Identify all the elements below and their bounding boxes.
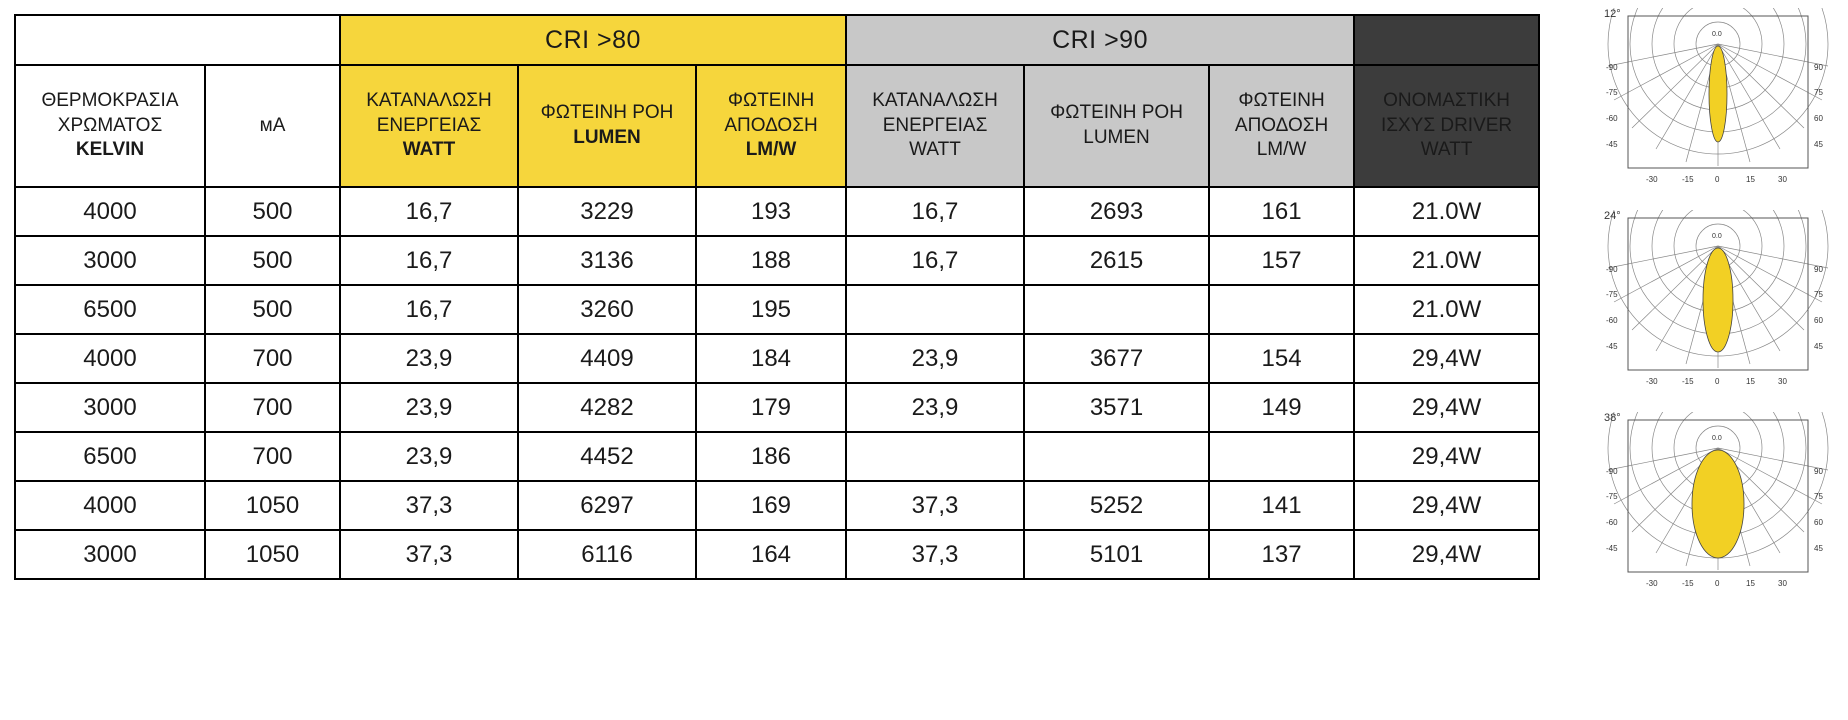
svg-text:75: 75	[1814, 492, 1823, 501]
cell-kelvin: 3000	[15, 236, 205, 285]
cell-cri90-lumen: 3571	[1024, 383, 1209, 432]
table-row	[15, 432, 1539, 481]
cell-cri90-watt: 23,9	[846, 334, 1024, 383]
column-header-cri80-lumen	[518, 65, 696, 187]
cell-cri90-watt	[846, 285, 1024, 334]
header-line: ΦΩΤΕΙΝΗ	[1238, 89, 1325, 111]
cell-cri90-watt	[846, 432, 1024, 481]
cell-cri90-lmw: 154	[1209, 334, 1354, 383]
header-line: LUMEN	[1083, 127, 1150, 148]
svg-text:60: 60	[1814, 114, 1823, 123]
beam-angle-label: 38°	[1604, 412, 1621, 424]
table-row	[15, 285, 1539, 334]
svg-text:75: 75	[1814, 290, 1823, 299]
cell-kelvin: 3000	[15, 383, 205, 432]
cell-kelvin: 4000	[15, 334, 205, 383]
cell-kelvin: 3000	[15, 530, 205, 579]
cell-cri80-lmw: 164	[696, 530, 846, 579]
polar-diagram-12deg	[1600, 8, 1836, 196]
svg-text:45: 45	[1814, 140, 1823, 149]
header-line: KELVIN	[75, 139, 145, 161]
svg-text:15: 15	[1746, 579, 1755, 588]
svg-text:-75: -75	[1606, 290, 1618, 299]
svg-text:15: 15	[1746, 377, 1755, 386]
header-line: ΦΩΤΕΙΝΗ ΡΟΗ	[1050, 102, 1183, 124]
specification-table	[14, 14, 1540, 580]
cell-cri80-lmw: 184	[696, 334, 846, 383]
svg-text:0: 0	[1715, 175, 1720, 184]
svg-text:-30: -30	[1646, 579, 1658, 588]
cell-cri80-lumen: 4452	[518, 432, 696, 481]
cell-cri90-lmw: 141	[1209, 481, 1354, 530]
center-value-label: 0.0	[1712, 31, 1722, 38]
svg-text:-75: -75	[1606, 88, 1618, 97]
cell-driver-watt: 29,4W	[1354, 530, 1539, 579]
cell-driver-watt: 29,4W	[1354, 432, 1539, 481]
table-group-header-row	[15, 15, 1539, 65]
header-line: ΙΣΧΥΣ DRIVER	[1380, 114, 1513, 136]
column-header-cri80-efficacy	[696, 65, 846, 187]
cell-cri80-watt: 16,7	[340, 285, 518, 334]
header-line: ΕΝΕΡΓΕΙΑΣ	[376, 114, 482, 136]
cell-cri90-lumen: 2693	[1024, 187, 1209, 236]
svg-text:-45: -45	[1606, 140, 1618, 149]
cell-cri80-lumen: 4409	[518, 334, 696, 383]
header-line: LUMEN	[573, 127, 641, 148]
cell-cri80-lumen: 4282	[518, 383, 696, 432]
header-line: ΧΡΩΜΑΤΟΣ	[57, 114, 163, 136]
column-header-cri80-power	[340, 65, 518, 187]
table-row	[15, 236, 1539, 285]
cell-ma: 700	[205, 383, 340, 432]
polar-diagram-24deg	[1600, 210, 1836, 398]
header-line: LM/W	[745, 139, 797, 161]
column-header-color-temperature	[15, 65, 205, 187]
cell-driver-watt: 29,4W	[1354, 383, 1539, 432]
table-row	[15, 481, 1539, 530]
polar-diagram-12deg-graphic	[1600, 8, 1836, 196]
cell-cri90-lumen: 3677	[1024, 334, 1209, 383]
svg-text:-15: -15	[1682, 377, 1694, 386]
svg-text:30: 30	[1778, 579, 1787, 588]
cell-cri80-lumen: 3260	[518, 285, 696, 334]
svg-text:-45: -45	[1606, 342, 1618, 351]
specification-table-container	[14, 14, 1538, 580]
svg-text:-90: -90	[1606, 63, 1618, 72]
cell-kelvin: 6500	[15, 432, 205, 481]
cell-cri80-watt: 37,3	[340, 481, 518, 530]
table-sub-header-row	[15, 65, 1539, 187]
cell-cri80-lmw: 188	[696, 236, 846, 285]
svg-text:90: 90	[1814, 467, 1823, 476]
header-line: ΟΝΟΜΑΣΤΙΚΗ	[1383, 89, 1510, 111]
cell-cri80-watt: 16,7	[340, 236, 518, 285]
svg-text:-30: -30	[1646, 175, 1658, 184]
photometric-diagrams-panel	[1600, 8, 1836, 614]
polar-diagram-38deg-graphic	[1600, 412, 1836, 600]
cell-driver-watt: 29,4W	[1354, 334, 1539, 383]
cell-ma: 1050	[205, 530, 340, 579]
header-line: WATT	[909, 139, 961, 161]
header-line: WATT	[1420, 139, 1473, 161]
cell-cri80-watt: 23,9	[340, 383, 518, 432]
cell-ma: 700	[205, 432, 340, 481]
header-line: ΑΠΟΔΟΣΗ	[1234, 114, 1329, 136]
cell-driver-watt: 21.0W	[1354, 236, 1539, 285]
cell-kelvin: 6500	[15, 285, 205, 334]
cell-cri90-lmw	[1209, 432, 1354, 481]
cell-cri80-lmw: 179	[696, 383, 846, 432]
cell-cri80-watt: 23,9	[340, 334, 518, 383]
header-line: ΚΑΤΑΝΑΛΩΣΗ	[366, 89, 492, 111]
header-line: LM/W	[1256, 139, 1307, 161]
cell-cri80-lmw: 186	[696, 432, 846, 481]
svg-text:-60: -60	[1606, 518, 1618, 527]
polar-diagram-24deg-graphic	[1600, 210, 1836, 398]
cell-cri90-lumen	[1024, 285, 1209, 334]
cell-cri80-lmw: 195	[696, 285, 846, 334]
svg-text:30: 30	[1778, 175, 1787, 184]
svg-text:0: 0	[1715, 579, 1720, 588]
cell-cri90-watt: 23,9	[846, 383, 1024, 432]
cell-kelvin: 4000	[15, 187, 205, 236]
cell-cri90-lumen: 5101	[1024, 530, 1209, 579]
cell-driver-watt: 21.0W	[1354, 285, 1539, 334]
cell-cri90-lumen: 5252	[1024, 481, 1209, 530]
column-header-milliamps: ᴍA	[205, 65, 340, 187]
table-row	[15, 334, 1539, 383]
group-header-dark	[1354, 15, 1539, 65]
svg-text:0: 0	[1715, 377, 1720, 386]
column-header-cri90-lumen	[1024, 65, 1209, 187]
header-line: ΕΝΕΡΓΕΙΑΣ	[882, 114, 988, 136]
cell-cri90-watt: 37,3	[846, 530, 1024, 579]
cell-ma: 500	[205, 187, 340, 236]
svg-text:-45: -45	[1606, 544, 1618, 553]
cell-ma: 1050	[205, 481, 340, 530]
header-line: ΑΠΟΔΟΣΗ	[724, 114, 818, 136]
svg-text:-30: -30	[1646, 377, 1658, 386]
cell-cri80-lmw: 169	[696, 481, 846, 530]
svg-text:15: 15	[1746, 175, 1755, 184]
cell-driver-watt: 21.0W	[1354, 187, 1539, 236]
svg-text:-60: -60	[1606, 316, 1618, 325]
cell-cri90-lumen	[1024, 432, 1209, 481]
cell-cri80-lumen: 6297	[518, 481, 696, 530]
beam-angle-label: 12°	[1604, 8, 1621, 20]
cell-driver-watt: 29,4W	[1354, 481, 1539, 530]
cell-cri80-lmw: 193	[696, 187, 846, 236]
cell-cri90-watt: 37,3	[846, 481, 1024, 530]
svg-text:90: 90	[1814, 265, 1823, 274]
group-header-cri90: CRI >90	[846, 15, 1354, 65]
column-header-driver-power	[1354, 65, 1539, 187]
cell-cri80-lumen: 3136	[518, 236, 696, 285]
cell-cri90-lmw: 137	[1209, 530, 1354, 579]
header-line: ΦΩΤΕΙΝΗ ΡΟΗ	[540, 102, 674, 124]
cell-cri90-lmw: 149	[1209, 383, 1354, 432]
svg-text:60: 60	[1814, 518, 1823, 527]
cell-cri80-watt: 16,7	[340, 187, 518, 236]
column-header-cri90-power	[846, 65, 1024, 187]
svg-text:30: 30	[1778, 377, 1787, 386]
center-value-label: 0.0	[1712, 435, 1722, 442]
group-header-blank	[15, 15, 340, 65]
header-line: ΦΩΤΕΙΝΗ	[727, 89, 815, 111]
cell-cri90-lmw	[1209, 285, 1354, 334]
table-row	[15, 383, 1539, 432]
cell-ma: 500	[205, 285, 340, 334]
cell-cri80-lumen: 3229	[518, 187, 696, 236]
cell-cri80-watt: 23,9	[340, 432, 518, 481]
svg-text:60: 60	[1814, 316, 1823, 325]
svg-text:75: 75	[1814, 88, 1823, 97]
polar-diagram-38deg	[1600, 412, 1836, 600]
table-row	[15, 530, 1539, 579]
svg-text:45: 45	[1814, 544, 1823, 553]
header-line: WATT	[402, 139, 456, 161]
header-line: ΚΑΤΑΝΑΛΩΣΗ	[872, 89, 998, 111]
cell-cri90-watt: 16,7	[846, 187, 1024, 236]
svg-text:-90: -90	[1606, 265, 1618, 274]
beam-angle-label: 24°	[1604, 210, 1621, 222]
cell-ma: 700	[205, 334, 340, 383]
cell-kelvin: 4000	[15, 481, 205, 530]
group-header-cri80: CRI >80	[340, 15, 846, 65]
svg-text:-90: -90	[1606, 467, 1618, 476]
table-row	[15, 187, 1539, 236]
svg-text:-15: -15	[1682, 579, 1694, 588]
cell-cri80-lumen: 6116	[518, 530, 696, 579]
cell-cri90-lmw: 157	[1209, 236, 1354, 285]
header-line: ΘΕΡΜΟΚΡΑΣΙΑ	[41, 89, 179, 111]
cell-cri90-lumen: 2615	[1024, 236, 1209, 285]
column-header-cri90-efficacy	[1209, 65, 1354, 187]
cell-cri90-watt: 16,7	[846, 236, 1024, 285]
svg-text:45: 45	[1814, 342, 1823, 351]
svg-text:-60: -60	[1606, 114, 1618, 123]
svg-text:-75: -75	[1606, 492, 1618, 501]
svg-text:90: 90	[1814, 63, 1823, 72]
cell-ma: 500	[205, 236, 340, 285]
center-value-label: 0.0	[1712, 233, 1722, 240]
cell-cri80-watt: 37,3	[340, 530, 518, 579]
svg-text:-15: -15	[1682, 175, 1694, 184]
cell-cri90-lmw: 161	[1209, 187, 1354, 236]
